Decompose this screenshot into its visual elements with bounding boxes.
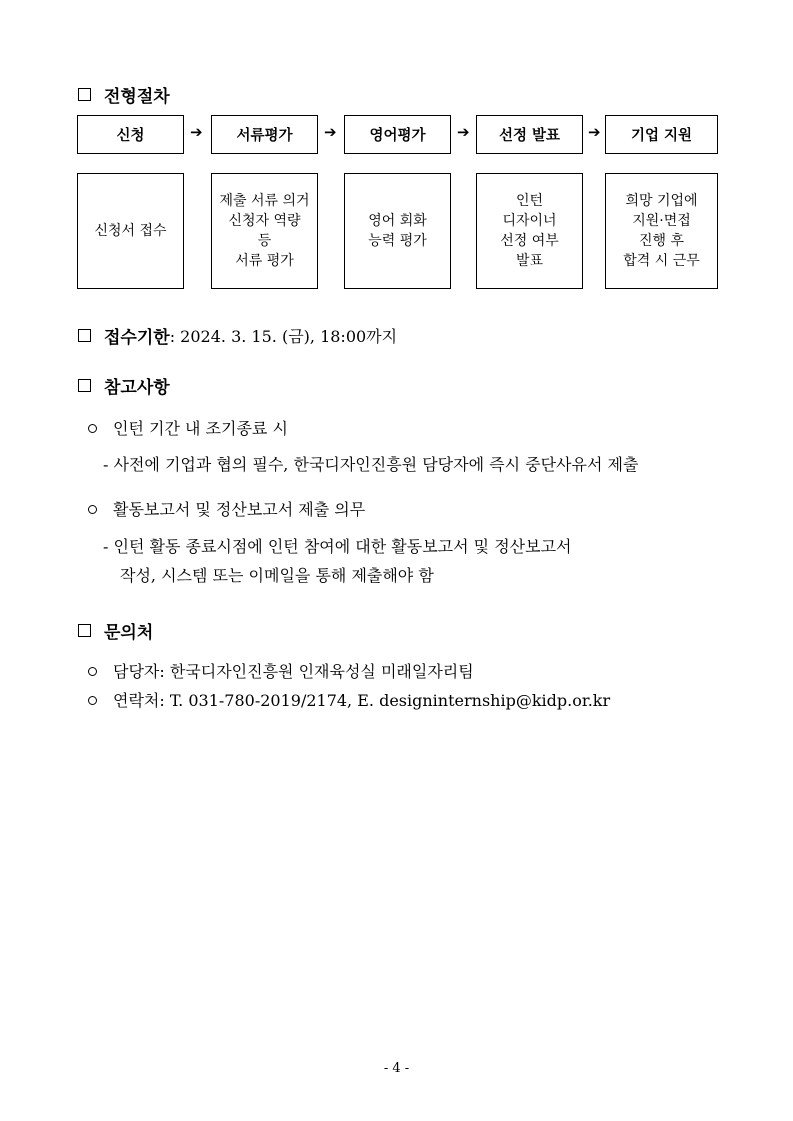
step-announcement: 선정 발표 (476, 115, 583, 154)
detail-line: 합격 시 근무 (623, 253, 700, 269)
note-item-report-obligation (88, 497, 365, 520)
heading-procedure (78, 82, 170, 107)
heading-notes-title: 참고사항 (104, 378, 170, 398)
page-number: - 4 - (383, 1061, 410, 1076)
detail-line: 인턴 (515, 193, 544, 209)
contact-info-text: 연락처: T. 031-780-2019/2174, E. designinternship@kidp.or.kr (113, 691, 611, 710)
heading-deadline-title: 접수기한 (104, 328, 170, 348)
detail-line: 능력 평가 (368, 233, 427, 249)
step-apply: 신청 (77, 115, 184, 154)
heading-notes (78, 373, 170, 398)
heading-procedure-title: 전형절차 (104, 87, 170, 107)
step-company-support: 기업 지원 (605, 115, 718, 154)
checkbox-square-icon (78, 624, 91, 637)
step-english-test: 영어평가 (344, 115, 451, 154)
detail-document-review (211, 173, 318, 289)
circle-bullet-icon (88, 424, 97, 433)
circle-bullet-icon (88, 696, 97, 705)
arrow-right-icon: ➔ (324, 123, 337, 141)
note-subitem: - 인턴 활동 종료시점에 인턴 참여에 대한 활동보고서 및 정산보고서 (103, 537, 572, 556)
deadline-date: : 2024. 3. 15. (금), 18:00까지 (169, 327, 398, 346)
circle-bullet-icon (88, 667, 97, 676)
detail-line: 진행 후 (638, 233, 685, 249)
note-item-early-termination (88, 416, 288, 439)
detail-apply (77, 173, 184, 289)
detail-line: 제출 서류 의거 (219, 193, 310, 209)
checkbox-square-icon (78, 379, 91, 392)
detail-line: 신청서 접수 (94, 223, 167, 239)
checkbox-square-icon (78, 329, 91, 342)
detail-line: 등 (257, 233, 272, 249)
detail-line: 희망 기업에 (625, 193, 698, 209)
detail-announcement (476, 173, 583, 289)
heading-contact (78, 618, 153, 643)
heading-contact-title: 문의처 (104, 623, 154, 643)
contact-person-text: 담당자: 한국디자인진흥원 인재육성실 미래일자리팀 (113, 662, 474, 681)
contact-info (88, 688, 610, 711)
note-item-text: 인턴 기간 내 조기종료 시 (113, 419, 288, 438)
note-subitem: - 사전에 기업과 협의 필수, 한국디자인진흥원 담당자에 즉시 중단사유서 제출 (103, 455, 639, 474)
detail-line: 서류 평가 (235, 253, 294, 269)
arrow-right-icon: ➔ (588, 123, 601, 141)
detail-line: 신청자 역량 (228, 213, 301, 229)
detail-line: 발표 (515, 253, 544, 269)
detail-company-support (605, 173, 718, 289)
note-subitem-continued: 작성, 시스템 또는 이메일을 통해 제출해야 함 (120, 566, 434, 585)
arrow-right-icon: ➔ (457, 123, 470, 141)
detail-line: 디자이너 (502, 213, 557, 229)
heading-deadline (78, 323, 397, 348)
note-item-text: 활동보고서 및 정산보고서 제출 의무 (113, 500, 366, 519)
detail-line: 지원·면접 (632, 213, 691, 229)
detail-line: 영어 회화 (368, 213, 427, 229)
step-document-review: 서류평가 (211, 115, 318, 154)
contact-person (88, 659, 474, 682)
checkbox-square-icon (78, 88, 91, 101)
detail-line: 선정 여부 (500, 233, 559, 249)
arrow-right-icon: ➔ (190, 123, 203, 141)
detail-english-test (344, 173, 451, 289)
circle-bullet-icon (88, 505, 97, 514)
